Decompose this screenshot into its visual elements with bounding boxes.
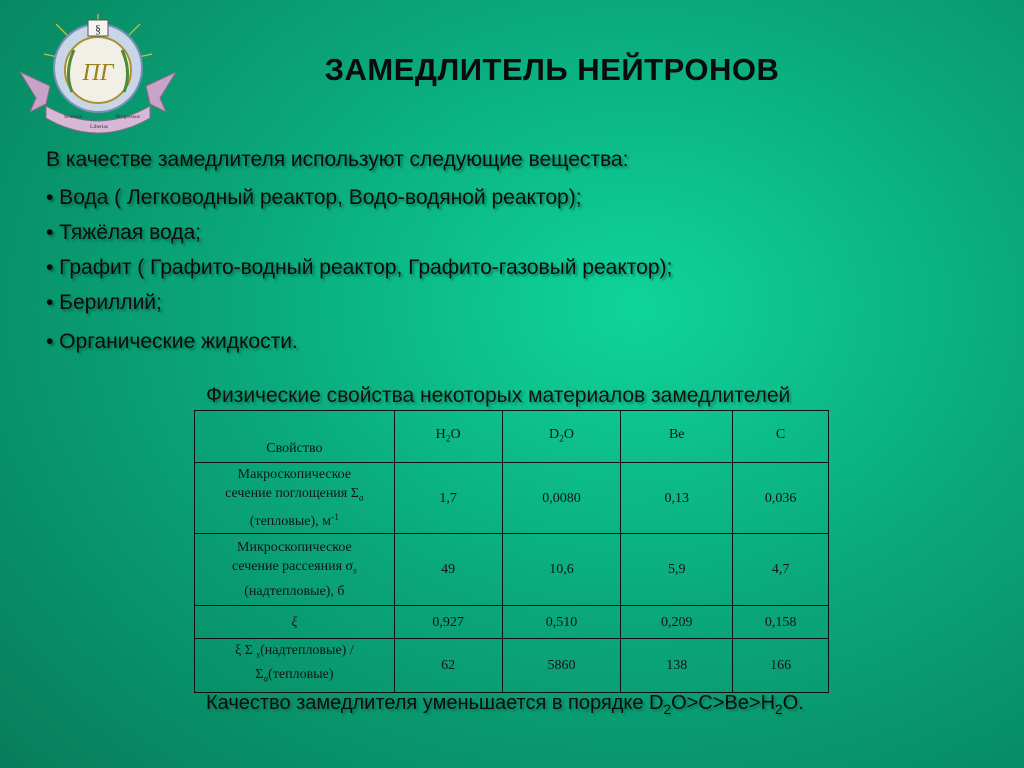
table-cell: 0,13 [621,463,733,534]
table-cell: 0,510 [502,606,621,639]
intro-text: В качестве замедлителя используют следующие вещества: [46,148,629,171]
table-cell: 166 [733,639,829,693]
table-cell: 1,7 [394,463,502,534]
table-cell: 0,036 [733,463,829,534]
table-cell: 49 [394,534,502,606]
table-row [195,606,829,639]
row-label-scattering: Микроскопическое сечение рассеяния $\sigma_s$ (надтепловые), б [195,534,395,606]
header-c: C [733,411,829,463]
slide-title: ЗАМЕДЛИТЕЛЬ НЕЙТРОНОВ [324,52,780,87]
table-caption: Физические свойства некоторых материалов замедлителей [206,384,791,407]
table-cell: 4,7 [733,534,829,606]
header-d2o: $D_2O$ [502,411,621,463]
table-row [195,534,829,606]
table-header-row [195,411,829,463]
row-label-absorption: Макроскопическое сечение поглощения $\Sigma_a$ (тепловые), $м^{-1}$ [195,463,395,534]
table-cell: 10,6 [502,534,621,606]
table-cell: 0,158 [733,606,829,639]
table-cell: 5,9 [621,534,733,606]
list-item: • Органические жидкости. [46,330,298,353]
ribbon-text-left: Scientia [64,114,82,120]
moderator-properties-table [194,410,829,693]
header-property: Свойство [195,411,395,463]
moderator-list [46,184,672,363]
table-cell: 0,927 [394,606,502,639]
table-row [195,463,829,534]
header-h2o: $H_2O$ [394,411,502,463]
table-cell: 138 [621,639,733,693]
table-cell: 0,209 [621,606,733,639]
header-be: Be [621,411,733,463]
ribbon-text-right: Progressus [116,114,140,120]
table-cell: 5860 [502,639,621,693]
row-label-xi: ξ [195,606,395,639]
book-glyph: § [95,22,101,36]
list-item: • Бериллий; [46,291,162,314]
list-item: • Вода ( Легководный реактор, Водо-водяной реактор); [46,186,582,209]
table-row [195,639,829,693]
conclusion-text: Качество замедлителя уменьшается в порядке $D_2O>C>Be>H_2O$. [206,692,804,717]
list-item: • Тяжёлая вода; [46,221,201,244]
ribbon-text-mid: Libertas [90,124,109,130]
emblem-monogram: ПГ [82,60,114,86]
table-cell: 62 [394,639,502,693]
list-item: • Графит ( Графито-водный реактор, Графито-газовый реактор); [46,256,673,279]
row-label-moderating-ratio: ξ Σ $_s$(надтепловые) / $\Sigma_a(тепловые)$ [195,639,395,693]
table-cell: 0,0080 [502,463,621,534]
